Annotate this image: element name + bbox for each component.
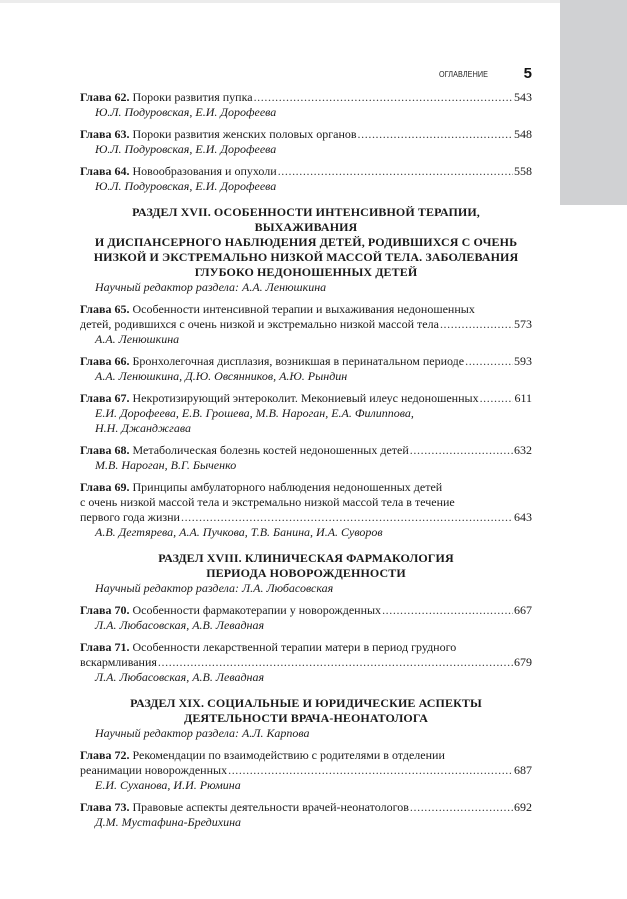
chapter-title-line: Рекомендации по взаимодействию с родителями в отделении [132, 748, 445, 762]
section-title-line: И ДИСПАНСЕРНОГО НАБЛЮДЕНИЯ ДЕТЕЙ, РОДИВШИХСЯ С ОЧЕНЬ [94, 235, 518, 249]
dot-leader [410, 800, 513, 815]
chapter-authors: Л.А. Любасовская, А.В. Левадная [95, 670, 265, 684]
chapter-title-line: Особенности интенсивной терапии и выхаживания недоношенных [132, 302, 475, 316]
chapter-label: Глава 64. [80, 164, 130, 178]
chapter-authors: А.А. Ленюшкина, Д.Ю. Овсянников, А.Ю. Рындин [95, 369, 348, 383]
chapter-page: 632 [514, 443, 532, 457]
chapter-page: 687 [514, 763, 532, 777]
chapter-authors: Е.И. Суханова, И.И. Рюмина [95, 778, 241, 792]
page-number: 5 [523, 65, 532, 82]
section-title-line: РАЗДЕЛ XVIII. КЛИНИЧЕСКАЯ ФАРМАКОЛОГИЯ [158, 551, 454, 565]
chapter-authors: Л.А. Любасовская, А.В. Левадная [95, 618, 265, 632]
chapter-authors: А.В. Дегтярева, А.А. Пучкова, Т.В. Банина, И.А. Суворов [95, 525, 383, 539]
dot-leader [382, 603, 513, 618]
chapter-label: Глава 65. [80, 302, 130, 316]
chapter-title-line: реанимации новорожденных [80, 763, 228, 777]
chapter-label: Глава 66. [80, 354, 130, 368]
chapter-title: Новообразования и опухоли [132, 164, 277, 178]
section-title-line: НИЗКОЙ И ЭКСТРЕМАЛЬНО НИЗКОЙ МАССОЙ ТЕЛА. ЗАБОЛЕВАНИЯ [93, 250, 519, 264]
chapter-title: Пороки развития пупка [132, 90, 253, 104]
chapter-authors: Д.М. Мустафина-Бредихина [95, 815, 242, 829]
chapter-label: Глава 68. [80, 443, 130, 457]
dot-leader [158, 655, 513, 670]
chapter-title: Бронхолегочная дисплазия, возникшая в перинатальном периоде [132, 354, 465, 368]
chapter-title-line: с очень низкой массой тела и экстремально низкой массой тела в течение [80, 495, 455, 509]
chapter-label: Глава 72. [80, 748, 130, 762]
dot-leader [465, 354, 513, 369]
chapter-label: Глава 67. [80, 391, 130, 405]
running-head-title: ОГЛАВЛЕНИЕ [439, 69, 489, 79]
toc-entry-ch69[interactable] [80, 480, 532, 540]
chapter-page: 573 [514, 317, 532, 331]
chapter-title-line: первого года жизни [80, 510, 180, 524]
chapter-title: Правовые аспекты деятельности врачей-неонатологов [132, 800, 409, 814]
section-heading-xvii[interactable] [80, 205, 532, 280]
section-heading-xix[interactable] [80, 696, 532, 726]
toc-entry-ch72[interactable] [80, 748, 532, 793]
section-editor: Научный редактор раздела: Л.А. Любасовская [95, 581, 334, 595]
chapter-page: 679 [514, 655, 532, 669]
chapter-label: Глава 62. [80, 90, 130, 104]
section-title-line: ДЕЯТЕЛЬНОСТИ ВРАЧА-НЕОНАТОЛОГА [183, 711, 429, 725]
chapter-page: 543 [514, 90, 532, 104]
chapter-label: Глава 71. [80, 640, 130, 654]
dot-leader [278, 164, 513, 179]
dot-leader [410, 443, 513, 458]
chapter-page: 692 [514, 800, 532, 814]
toc-entry-ch64[interactable] [80, 164, 532, 194]
dot-leader [181, 510, 513, 525]
section-title-line: РАЗДЕЛ XIX. СОЦИАЛЬНЫЕ И ЮРИДИЧЕСКИЕ АСПЕКТЫ [130, 696, 482, 710]
toc-entry-ch68[interactable] [80, 443, 532, 473]
chapter-title-line: детей, родившихся с очень низкой и экстремально низкой массой тела [80, 317, 439, 331]
section-title-line: ПЕРИОДА НОВОРОЖДЕННОСТИ [206, 566, 406, 580]
section-title-line: ГЛУБОКО НЕДОНОШЕННЫХ ДЕТЕЙ [194, 265, 418, 279]
toc-entry-ch66[interactable] [80, 354, 532, 384]
table-of-contents [80, 90, 532, 837]
chapter-title: Особенности фармакотерапии у новорожденных [132, 603, 382, 617]
chapter-authors: Ю.Л. Подуровская, Е.И. Дорофеева [95, 105, 277, 119]
chapter-authors: А.А. Ленюшкина [95, 332, 180, 346]
chapter-authors: Н.Н. Джанджгава [95, 421, 191, 435]
toc-entry-ch63[interactable] [80, 127, 532, 157]
chapter-page: 611 [514, 391, 532, 405]
dot-leader [480, 391, 514, 406]
chapter-page: 643 [514, 510, 532, 524]
dot-leader [358, 127, 513, 142]
chapter-label: Глава 63. [80, 127, 130, 141]
chapter-title-line: Принципы амбулаторного наблюдения недоношенных детей [132, 480, 443, 494]
chapter-label: Глава 73. [80, 800, 130, 814]
toc-entry-ch62[interactable] [80, 90, 532, 120]
section-editor: Научный редактор раздела: А.А. Ленюшкина [95, 280, 327, 294]
toc-entry-ch65[interactable] [80, 302, 532, 347]
chapter-label: Глава 69. [80, 480, 130, 494]
toc-entry-ch70[interactable] [80, 603, 532, 633]
side-thumb-tab [560, 0, 627, 205]
chapter-label: Глава 70. [80, 603, 130, 617]
section-heading-xviii[interactable] [80, 551, 532, 581]
chapter-authors: Ю.Л. Подуровская, Е.И. Дорофеева [95, 179, 277, 193]
chapter-title: Некротизирующий энтероколит. Мекониевый илеус недоношенных [132, 391, 479, 405]
chapter-title-line: вскармливания [80, 655, 157, 669]
top-edge-strip [0, 0, 627, 3]
running-head [420, 66, 532, 84]
chapter-title: Метаболическая болезнь костей недоношенных детей [132, 443, 409, 457]
dot-leader [254, 90, 513, 105]
toc-entry-ch73[interactable] [80, 800, 532, 830]
toc-entry-ch71[interactable] [80, 640, 532, 685]
dot-leader [228, 763, 513, 778]
chapter-page: 667 [514, 603, 532, 617]
dot-leader [440, 317, 513, 332]
chapter-page: 548 [514, 127, 532, 141]
chapter-title: Пороки развития женских половых органов [132, 127, 357, 141]
chapter-page: 558 [514, 164, 532, 178]
chapter-authors: Ю.Л. Подуровская, Е.И. Дорофеева [95, 142, 277, 156]
chapter-title-line: Особенности лекарственной терапии матери в период грудного [132, 640, 457, 654]
section-title-line: РАЗДЕЛ XVII. ОСОБЕННОСТИ ИНТЕНСИВНОЙ ТЕРАПИИ, ВЫХАЖИВАНИЯ [132, 205, 480, 234]
chapter-authors: Е.И. Дорофеева, Е.В. Грошева, М.В. Нароган, Е.А. Филиппова, [95, 406, 414, 420]
chapter-page: 593 [514, 354, 532, 368]
section-editor: Научный редактор раздела: А.Л. Карпова [95, 726, 310, 740]
toc-entry-ch67[interactable] [80, 391, 532, 436]
chapter-authors: М.В. Нароган, В.Г. Быченко [95, 458, 237, 472]
